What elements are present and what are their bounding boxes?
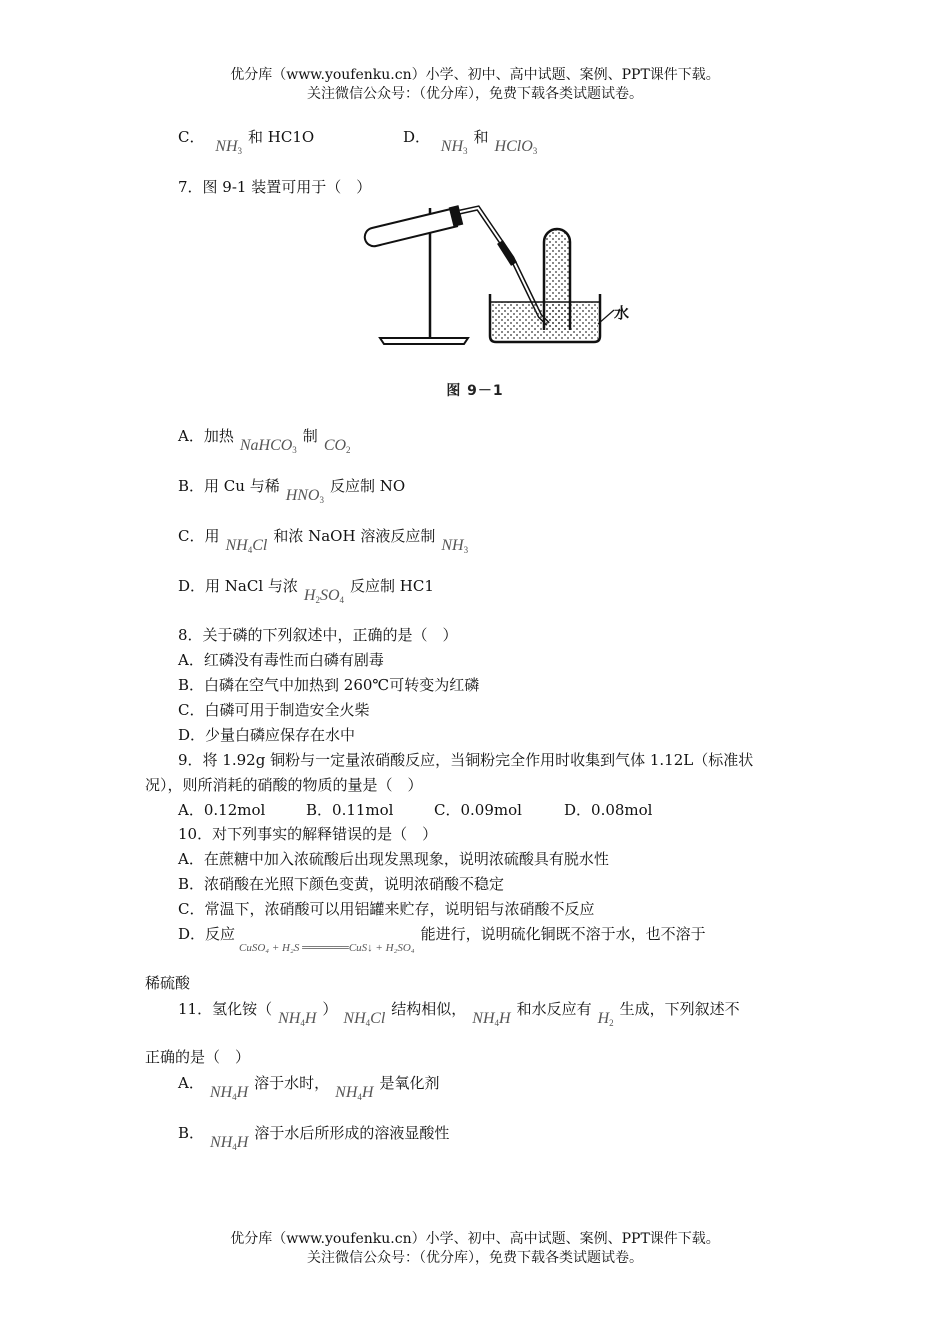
- q10-option-b: B．浓硝酸在光照下颜色变黄，说明浓硝酸不稳定: [178, 875, 505, 893]
- formula-nh4cl: $NH_4Cl$: [343, 1010, 386, 1028]
- q8-option-d: D．少量白磷应保存在水中: [178, 726, 356, 744]
- test-tube: [365, 208, 458, 246]
- page-header: [0, 66, 950, 104]
- q11-option-b: B．$NH_4H$溶于水后所形成的溶液显酸性: [178, 1124, 450, 1152]
- q10-option-d-cont: 稀硫酸: [145, 974, 191, 992]
- q6-option-c: C． $NH_3$和 HC1O: [178, 128, 315, 156]
- apparatus-figure: [350, 198, 640, 348]
- q8-stem: 8．关于磷的下列叙述中，正确的是（ ）: [178, 626, 458, 644]
- formula-hclo3: HClO$_3$: [494, 138, 538, 156]
- q7-option-c: C．用$NH_4Cl$和浓 NaOH 溶液反应制$NH_3$: [178, 527, 469, 555]
- q7-stem: 7．图 9-1 装置可用于（ ）: [178, 178, 372, 196]
- reaction-equation: CuSO₄ + H₂S ══════CuS↓ + H₂SO₄: [239, 942, 415, 954]
- q10-stem: 10．对下列事实的解释错误的是（ ）: [178, 825, 438, 843]
- q10-option-a: A．在蔗糖中加入浓硫酸后出现发黑现象，说明浓硫酸具有脱水性: [178, 850, 609, 868]
- footer-line-2: 关注微信公众号：（优分库），免费下载各类试题试卷。: [307, 1250, 643, 1266]
- q11-stem: 11．氢化铵$(NH_4H)NH_4Cl$结构相似，$NH_4H$和水反应有$H_2$生成，下列叙述不: [178, 1000, 740, 1028]
- q9-stem-line-1: 9．将 1.92g 铜粉与一定量浓硝酸反应，当铜粉完全作用时收集到气体 1.12L（标准状: [178, 751, 754, 769]
- formula-h2so4: $H_2SO_4$: [303, 587, 345, 605]
- q9-option-c: C．0.09mol: [434, 801, 522, 819]
- header-line-1: 优分库（www.youfenku.cn）小学、初中、高中试题、案例、PPT课件下载。: [230, 67, 720, 83]
- formula-nh4h: $NH_4H$: [210, 1134, 249, 1152]
- q10-option-c: C．常温下，浓硝酸可以用铝罐来贮存，说明铝与浓硝酸不反应: [178, 900, 595, 918]
- q8-option-a: A．红磷没有毒性而白磷有剧毒: [178, 651, 384, 669]
- formula-nh4h: $NH_4H$: [278, 1010, 317, 1028]
- formula-nh3: $NH_3$: [215, 138, 242, 156]
- q6-options: [178, 126, 543, 156]
- q6-option-d: D． $NH_3$和HClO$_3$: [402, 128, 538, 156]
- page-footer: [0, 1230, 950, 1268]
- formula-nh4h: $NH_4H$: [472, 1010, 511, 1028]
- figure-caption: 图 9－1: [446, 383, 504, 399]
- q9-option-d: D．0.08mol: [564, 801, 653, 819]
- stand-base: [380, 338, 468, 344]
- q8-option-b: B．白磷在空气中加热到 260℃可转变为红磷: [178, 676, 480, 694]
- q7-option-a: A．加热NaHCO$_3$制$CO_2$: [178, 427, 351, 455]
- formula-nh3: $NH_3$: [441, 537, 469, 555]
- formula-nh4h: $NH_4H$: [335, 1084, 374, 1102]
- q9-options: [178, 799, 652, 821]
- formula-nahco3: NaHCO$_3$: [239, 437, 297, 455]
- q8-option-c: C．白磷可用于制造安全火柴: [178, 701, 370, 719]
- q11-stem-cont: 正确的是（ ）: [145, 1048, 251, 1066]
- formula-nh3: $NH_3$: [440, 138, 468, 156]
- footer-line-1: 优分库（www.youfenku.cn）小学、初中、高中试题、案例、PPT课件下载。: [230, 1231, 720, 1247]
- q11-option-a: A．$NH_4H$溶于水时，$NH_4H$是氧化剂: [178, 1074, 440, 1102]
- q10-option-d: D．反应$_{CuSO_4 + H_2S ══════CuS↓ + H_2SO_4}$能进行，说明硫化铜既不溶于水，也不溶于: [178, 925, 706, 954]
- collecting-tube: [544, 229, 570, 330]
- formula-co2: $CO_2$: [323, 437, 351, 455]
- q9-option-a: A．0.12mol: [178, 801, 266, 819]
- q9-option-b: B．0.11mol: [306, 801, 394, 819]
- formula-h2: $H_2$: [597, 1010, 614, 1028]
- formula-nh4cl: $NH_4Cl$: [225, 537, 268, 555]
- water-label: 水: [614, 304, 630, 322]
- formula-nh4h: $NH_4H$: [209, 1084, 249, 1102]
- formula-hno3: $HNO_3$: [285, 487, 324, 505]
- header-line-2: 关注微信公众号：（优分库），免费下载各类试题试卷。: [307, 86, 643, 102]
- q9-stem-line-2: 况），则所消耗的硝酸的物质的量是（ ）: [145, 776, 423, 794]
- q7-option-b: B．用 Cu 与稀$HNO_3$反应制 NO: [178, 477, 406, 505]
- q7-option-d: D．用 NaCl 与浓$H_2SO_4$反应制 HC1: [178, 577, 434, 605]
